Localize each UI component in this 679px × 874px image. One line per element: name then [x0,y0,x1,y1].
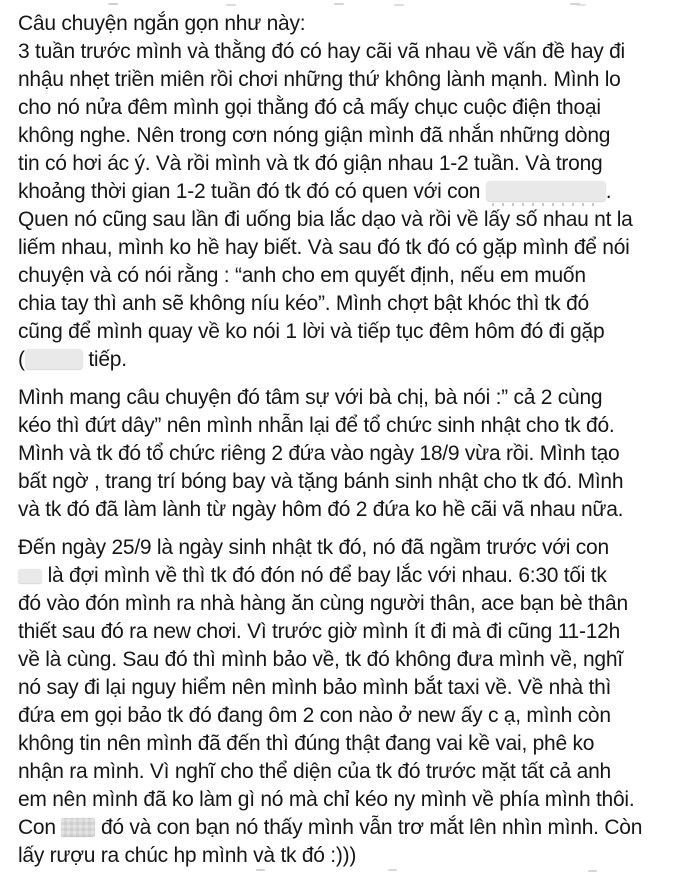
text-line [18,290,661,318]
paragraph [18,384,661,524]
text-segment: . [605,180,612,203]
text-line [18,178,661,206]
text-segment: khoảng thời gian 1-2 tuần đó tk đó có quen với con [18,180,486,203]
text-segment: chia tay thì anh sẽ không níu kéo”. Mình chợt bật khóc thì tk đó [18,292,589,315]
text-segment: lấy rượu ra chúc hp mình và tk đó :))) [18,844,357,867]
text-line [18,318,661,346]
text-line [18,440,661,468]
text-segment: tiếp. [82,348,127,371]
text-segment: Con [18,816,62,839]
text-segment: Mình và tk đó tổ chức riêng 2 đứa vào ngày 18/9 vừa rồi. Mình tạo [18,442,620,465]
text-segment: nhậu nhẹt triền miên rồi chơi những thứ không lành mạnh. Mình lo [18,68,621,91]
text-segment: đó vào đón mình ra nhà hàng ăn cùng người thân, ace bạn bè thân [18,592,628,615]
text-segment: kéo thì đứt dây” nên mình nhẫn lại để tổ chức sinh nhật cho tk đó. [18,414,615,437]
text-line [18,234,661,262]
text-segment: và tk đó đã làm lành từ ngày hôm đó 2 đứa ko hề cãi vã nhau nữa. [18,498,624,521]
text-line [18,590,661,618]
text-line [18,842,661,870]
text-line [18,262,661,290]
text-segment: không nghe. Nên trong cơn nóng giận mình đã nhắn những dòng [18,124,611,147]
text-line [18,730,661,758]
text-segment: Đến ngày 25/9 là ngày sinh nhật tk đó, nó đã ngầm trước với con [18,536,609,559]
redacted-name [61,818,95,837]
text-segment: tin có hơi ác ý. Và rồi mình và tk đó giận nhau 1-2 tuần. Và trong [18,152,603,175]
text-segment: Quen nó cũng sau lần đi uống bia lắc dạo và rồi về lấy số nhau nt la [18,208,633,231]
text-segment: về là cùng. Sau đó thì mình bảo về, tk đó không đưa mình về, nghĩ [18,648,623,671]
text-line [18,94,661,122]
text-line [18,562,661,590]
paragraph [18,534,661,870]
text-segment: thiết sau đó ra new chơi. Vì trước giờ mình ít đi mà đi cũng 11-12h [18,620,621,643]
redacted-name [25,349,83,370]
redacted-name [486,181,606,202]
text-line [18,38,661,66]
text-line [18,412,661,440]
text-segment: 3 tuần trước mình và thằng đó có hay cãi vã nhau về vấn đề hay đi [18,40,625,63]
text-line [18,814,661,842]
text-line [18,618,661,646]
text-segment: liếm nhau, mình ko hề hay biết. Và sau đó tk đó có gặp mình để nói [18,236,630,259]
text-line [18,758,661,786]
text-segment: chuyện và có nói rằng : “anh cho em quyết định, nếu em muốn [18,264,586,287]
text-line [18,702,661,730]
text-segment: không tin nên mình đã đến thì đúng thật đang vai kề vai, phê ko [18,732,595,755]
text-segment: là đợi mình về thì tk đó đón nó để bay lắc với nhau. 6:30 tối tk [42,564,607,587]
text-line [18,674,661,702]
text-line [18,384,661,412]
text-segment: Mình mang câu chuyện đó tâm sự với bà chị, bà nói :” cả 2 cùng [18,386,603,409]
text-line [18,10,661,38]
text-segment: bất ngờ , trang trí bóng bay và tặng bánh sinh nhật cho tk đó. Mình [18,470,624,493]
text-segment: đó và con bạn nó thấy mình vẫn trơ mắt lên nhìn mình. Còn [95,816,643,839]
text-segment: cũng để mình quay về ko nói 1 lời và tiếp tục đêm hôm đó đi gặp [18,320,605,343]
text-line [18,122,661,150]
text-line [18,150,661,178]
text-line [18,206,661,234]
text-line [18,786,661,814]
text-segment: đứa em gọi bảo tk đó đang ôm 2 con nào ở new ấy c ạ, mình còn [18,704,611,727]
text-segment: em nên mình đã ko làm gì nó mà chỉ kéo ny mình về phía mình thôi. [18,788,635,811]
paragraph [18,10,661,374]
text-line [18,468,661,496]
text-line [18,496,661,524]
text-segment: nó say đi lại nguy hiểm nên mình bảo mình bắt taxi về. Về nhà thì [18,676,612,699]
text-segment: Câu chuyện ngắn gọn như này: [18,12,306,35]
text-line [18,66,661,94]
text-segment: cho nó nửa đêm mình gọi thằng đó cả mấy chục cuộc điện thoại [18,96,601,119]
redacted-name [18,569,42,584]
text-line [18,534,661,562]
text-line [18,646,661,674]
text-segment: ( [18,348,25,371]
text-line [18,346,661,374]
text-segment: nhận ra mình. Vì nghĩ cho thể diện của tk đó trước mặt tất cả anh [18,760,611,783]
